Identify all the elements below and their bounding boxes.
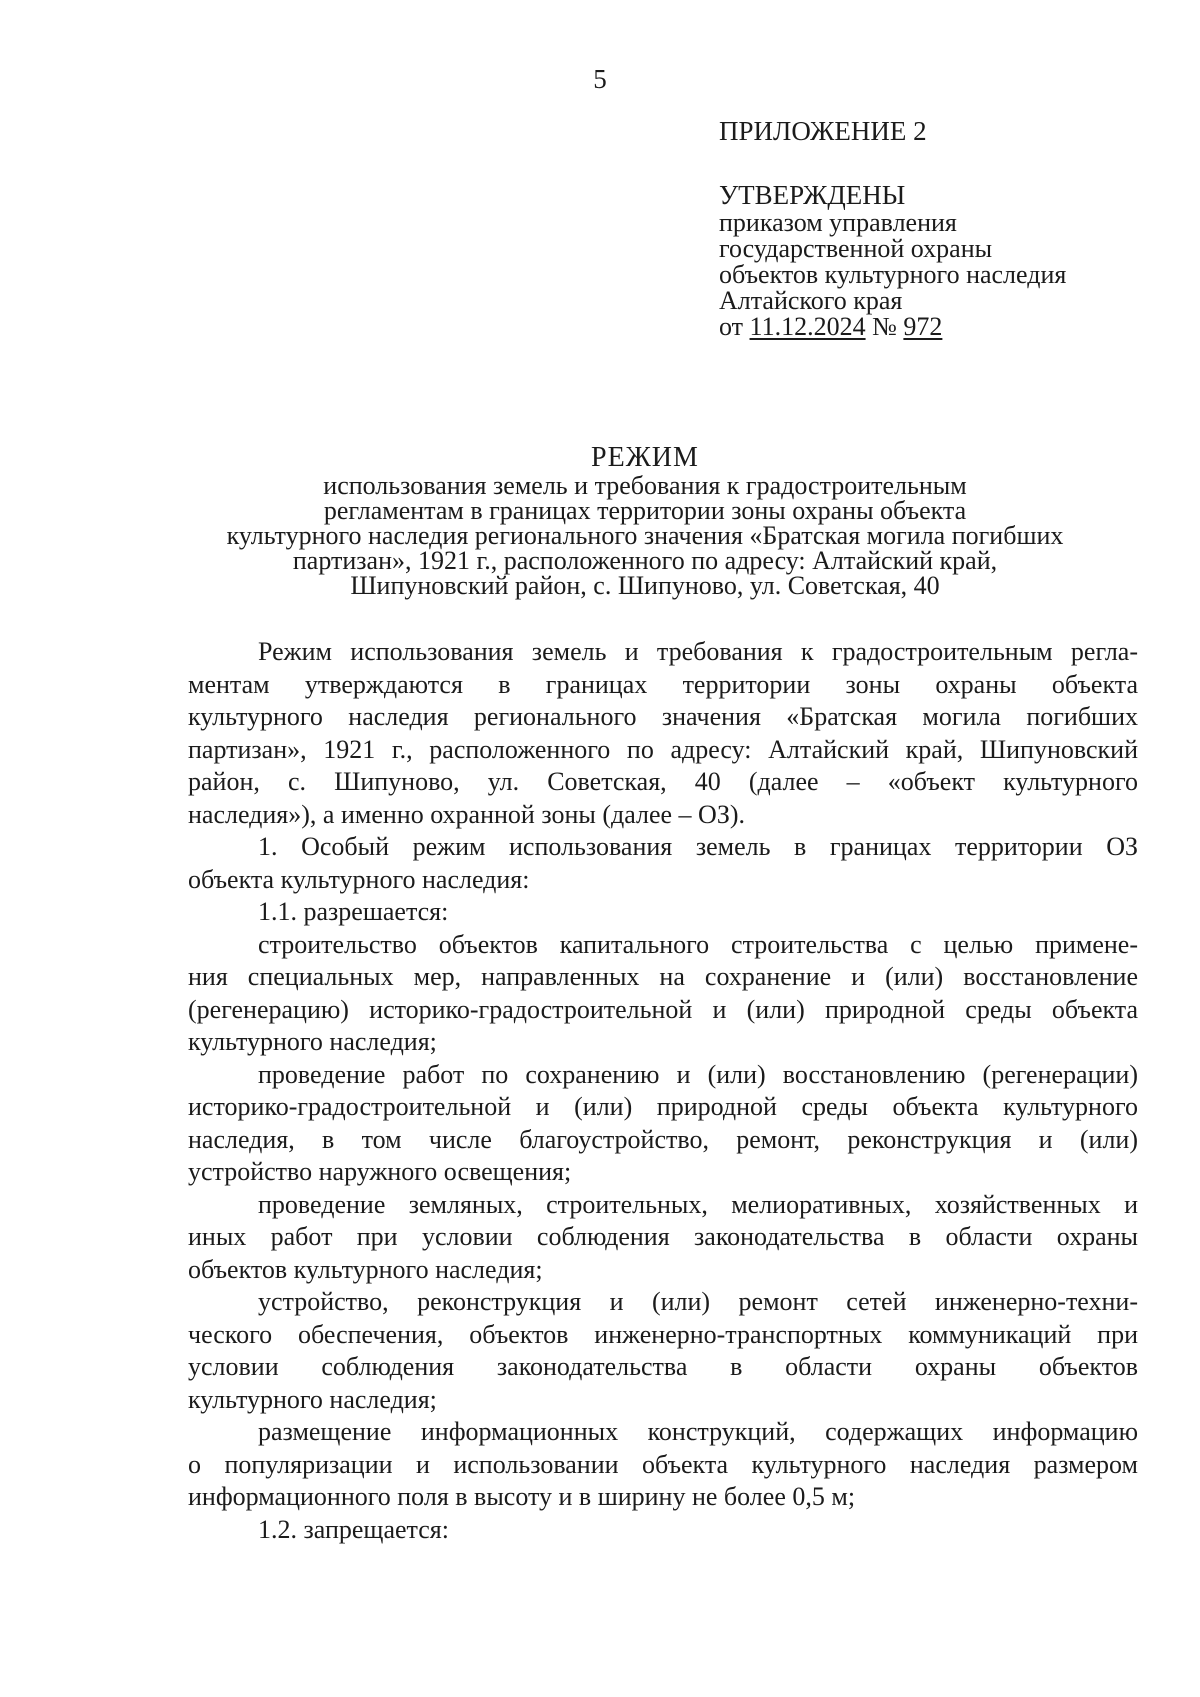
body-line: культурного наследия регионального значения «Братская могила погибших: [188, 702, 1138, 731]
document-body: [188, 636, 1138, 1546]
order-number: 972: [903, 312, 943, 341]
title-heading: РЕЖИМ: [591, 442, 699, 473]
title-line: партизан», 1921 г., расположенного по адресу: Алтайский край,: [292, 546, 998, 575]
body-line: ния специальных мер, направленных на сохранение и (или) восстановление: [188, 962, 1138, 991]
body-line: культурного наследия;: [188, 1384, 437, 1414]
body-line: 1. Особый режим использования земель в границах территории ОЗ: [258, 832, 1138, 861]
body-line: о популяризации и использовании объекта культурного наследия размером: [188, 1449, 1138, 1479]
body-line: ческого обеспечения, объектов инженерно-транспортных коммуникаций при: [188, 1319, 1138, 1349]
body-line: ментам утверждаются в границах территории зоны охраны объекта: [188, 669, 1138, 699]
body-line: 1.2. запрещается:: [258, 1514, 449, 1544]
body-line: район, с. Шипуново, ул. Советская, 40 (далее – «объект культурного: [188, 767, 1138, 796]
order-date: 11.12.2024: [749, 312, 866, 341]
page-number: 5: [593, 64, 607, 94]
title-line: регламентам в границах территории зоны охраны объекта: [323, 496, 967, 525]
date-prefix: от: [719, 312, 750, 341]
body-line: объекта культурного наследия:: [188, 864, 530, 894]
approval-line: объектов культурного наследия: [719, 260, 1067, 289]
approved-label: УТВЕРЖДЕНЫ: [719, 180, 906, 210]
appendix-label: ПРИЛОЖЕНИЕ 2: [719, 116, 927, 146]
body-line: устройство наружного освещения;: [188, 1157, 572, 1186]
body-line: (регенерацию) историко-градостроительной и (или) природной среды объекта: [188, 994, 1138, 1024]
body-line: информационного поля в высоту и в ширину не более 0,5 м;: [188, 1482, 856, 1511]
approval-line: приказом управления: [719, 208, 957, 237]
body-line: наследия»), а именно охранной зоны (далее – ОЗ).: [188, 799, 746, 829]
body-line: иных работ при условии соблюдения законодательства в области охраны: [188, 1222, 1138, 1251]
title-line: культурного наследия регионального значения «Братская могила погибших: [226, 521, 1064, 550]
approval-line: государственной охраны: [719, 234, 993, 263]
body-line: партизан», 1921 г., расположенного по адресу: Алтайский край, Шипуновский: [188, 734, 1138, 764]
number-sign: №: [865, 312, 904, 341]
body-line: культурного наследия;: [188, 1027, 437, 1056]
approval-line: Алтайского края: [719, 286, 903, 315]
body-line: наследия, в том числе благоустройство, ремонт, реконструкция и (или): [188, 1124, 1138, 1154]
document-title: [150, 443, 1140, 598]
body-line: устройство, реконструкция и (или) ремонт сетей инженерно-техни-: [258, 1287, 1138, 1316]
body-line: Режим использования земель и требования к градостроительным регла-: [258, 637, 1138, 666]
order-date-line: [719, 314, 1159, 340]
body-line: проведение земляных, строительных, мелиоративных, хозяйственных и: [258, 1189, 1138, 1219]
body-line: 1.1. разрешается:: [258, 897, 449, 926]
body-line: строительство объектов капитального строительства с целью примене-: [258, 929, 1138, 959]
body-line: условии соблюдения законодательства в области охраны объектов: [188, 1352, 1138, 1381]
body-line: историко-градостроительной и (или) природной среды объекта культурного: [188, 1092, 1138, 1121]
body-line: объектов культурного наследия;: [188, 1254, 543, 1284]
title-line: Шипуновский район, с. Шипуново, ул. Советская, 40: [350, 571, 940, 600]
body-line: проведение работ по сохранению и (или) восстановлению (регенерации): [258, 1059, 1138, 1089]
title-line: использования земель и требования к градостроительным: [323, 471, 967, 500]
approval-block: [719, 118, 1159, 340]
body-line: размещение информационных конструкций, содержащих информацию: [258, 1417, 1138, 1446]
